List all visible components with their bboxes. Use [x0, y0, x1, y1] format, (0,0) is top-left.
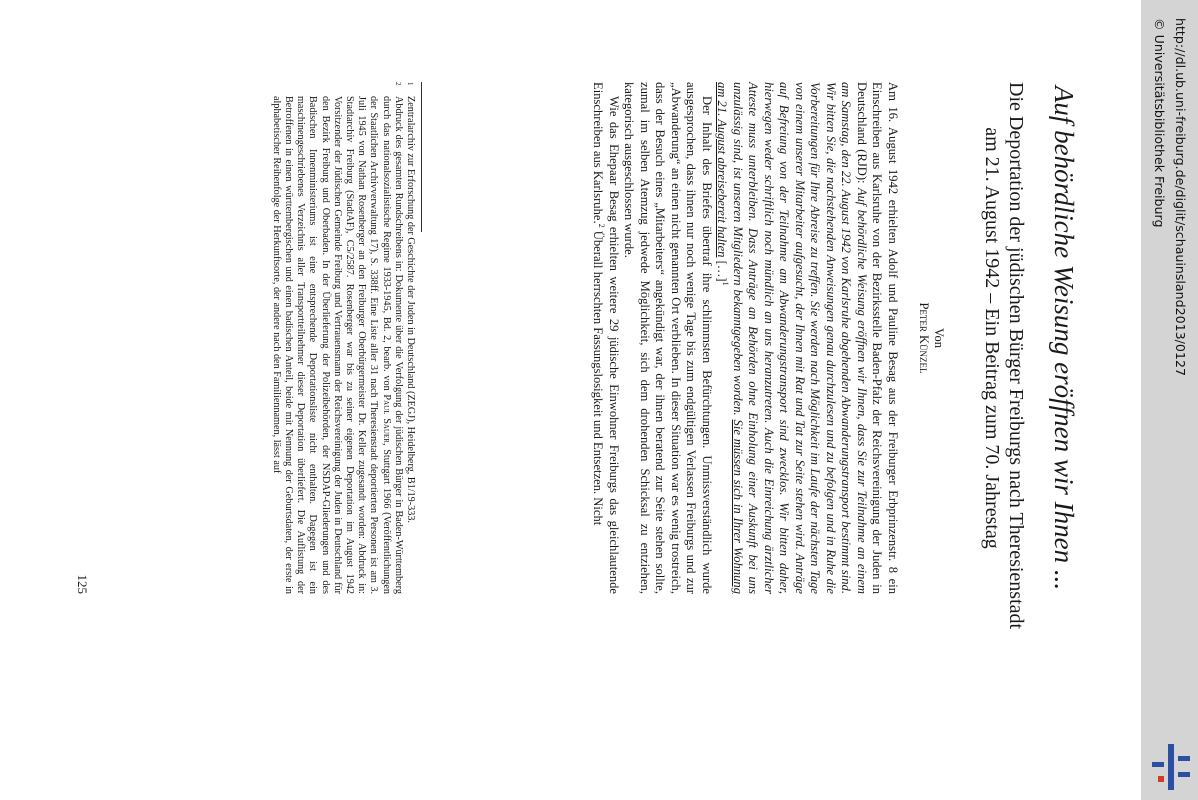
paragraph-3-b: Überall herrschten Fassungslosigkeit und Entsetzen. Nicht	[591, 227, 606, 526]
university-library-logo-icon	[1148, 742, 1194, 792]
paragraph-1-underlined: Sie müssen sich in Ihrer Wohnung am 21. August abreisebereit halten	[715, 82, 745, 594]
footnote-2-number: 2	[393, 82, 402, 86]
article-title-italic: Auf behördliche Weisung eröffnen wir Ihnen ...	[1049, 85, 1079, 591]
article-title-line-1: Die Deportation der jüdischen Bürger Freiburgs nach Theresienstadt	[1005, 82, 1027, 630]
library-sidebar	[1141, 0, 1198, 800]
paragraph-2: Der Inhalt des Briefes übertraf ihre schlimmsten Befürchtungen. Unmissverständlich wurde ausgesprochen, dass ihnen nur noch wenige Tage bis zum endgültigen Verlassen Freiburgs und zur „Abwanderung“ an einen nicht genannten Ort verblieben. In dieser Situation war es wenig trostreich, dass der Besuch eines „Mitarbeiters“ angekündigt war, der ihnen beratend zur Seite stehen sollte, zumal im selben Atemzug jedwede Möglichkeit, sich dem drohenden Schicksal zu entziehen, kategorisch ausgeschlossen wurde.	[622, 82, 714, 594]
byline-von: Von	[932, 328, 946, 348]
library-sidebar-text	[1141, 0, 1198, 800]
page-number: 125	[75, 574, 90, 594]
logo-red-square	[1158, 776, 1164, 782]
paragraph-3-a: Wie das Ehepaar Besag erhielten weitere 29 jüdische Einwohner Freiburgs das gleichlautende Einschreiben aus Karlsruhe.	[591, 82, 621, 594]
paragraph-1-ellipsis: […]	[715, 257, 730, 282]
source-url-link[interactable]: http://dl.ub.uni-freiburg.de/diglit/schauinsland2013/0127	[1173, 18, 1188, 376]
paragraph-3	[590, 82, 621, 594]
footnote-ref-1: 1	[721, 281, 731, 286]
logo-right-bar-1	[1178, 756, 1190, 761]
copyright-notice: © Universitätsbibliothek Freiburg	[1152, 18, 1167, 228]
logo-vertical-bar	[1168, 744, 1174, 790]
footnote-2-author: Paul Sauer	[380, 394, 392, 443]
paragraph-1-quote: Auf behördliche Weisung eröffnen wir Ihnen, dass Sie zur Teilnahme an einem am Samstag, den 22. August 1942 von Karlsruhe abgehenden Abwanderungstransport bestimmt sind. Wir bitten Sie, die nachstehenden Anweisungen genau durchzulesen und zu befolgen und in Ruhe die Vorbereitungen für Ihre Abreise zu treffen. Sie werden nach Möglichkeit im Laufe der nächsten Tage von einem unserer Mitarbeiter aufgesucht, der Ihnen mit Rat und Tat zur Seite stehen wird. Anträge auf Befreiung von der Teilnahme am Abwanderungstransport sind zwecklos. Wir bitten daher, hierwegen weder schriftlich noch mündlich an uns heranzutreten. Auch die Einreichung ärztlicher Atteste muss unterbleiben. Dass Anträge an Behörden ohne Einholung einer Auskunft bei uns unzulässig sind, ist unseren Mitgliedern bekanntgegeben worden.	[731, 82, 869, 595]
byline	[916, 82, 946, 594]
logo-left-bar	[1152, 762, 1164, 767]
footnote-2	[270, 82, 404, 594]
footnotes	[270, 82, 416, 594]
footnote-ref-2: 2	[597, 223, 607, 228]
footnote-1-text: Zentralarchiv zur Erforschung der Geschichte der Juden in Deutschland (ZEGJ), Heidelberg, B1/19-333.	[405, 96, 416, 523]
footnote-2-text-a: Abdruck des gesamten Rundschreibens in: Dokumente über die Verfolgung der jüdischen Bürger in Baden-Württemberg durch das nationalsozialistische Regime 1933-1945, Bd. 2, bearb. von	[380, 96, 404, 594]
paragraph-1-intro: Am 16. August 1942 erhielten Adolf und Pauline Besag aus der Freiburger Erbprinzenstr. 8 ein Einschreiben aus Karlsruhe von der Bezirksstelle Baden-Pfalz der Reichsvereinigung der Juden in Deutschland (RJD):	[855, 82, 900, 594]
article-title	[980, 82, 1028, 630]
article-title-line-2: am 21. August 1942 – Ein Beitrag zum 70. Jahrestag	[981, 127, 1003, 549]
body-text	[590, 82, 900, 594]
footnote-1	[404, 82, 416, 594]
footnote-divider	[421, 82, 422, 232]
paragraph-1	[714, 82, 900, 594]
footnote-1-number: 1	[406, 82, 414, 86]
footnote-2-text-b: , Stuttgart 1966 (Veröffentlichungen der Staatlichen Archivverwaltung 17), S. 338ff. Eine Liste aller 31 nach Theresienstadt deportierten Personen ist am 3. Juli 1945 von Nathan Rosenberger an den Freiburger Oberbürgermeister Dr. Keller zugesandt worden: Abdruck in: Stadtarchiv Freiburg (StadtAF), C5/2587. Rosenberger war bis zu seiner eigenen Deportation im August 1942 Vorsitzender der Jüdischen Gemeinde Freiburg und Vertrauensmann der Reichsvereinigung der Juden in Deutschland für den Bezirk Freiburg und Oberbaden. In der Überlieferung der Polizeibehörden, der NSDAP-Gliederungen und des Badischen Innenministeriums ist eine entsprechende Deportationsliste nicht enthalten. Dagegen ist ein maschinengeschriebenes Verzeichnis aller Transportteilnehmer dieser Deportation überliefert. Die Auflistung der Betroffenen in einen württembergischen und einen badischen Anteil, beide mit Nennung der Geburtsdaten, der erste in alphabetischer Reihenfolge der Herkunftsorte, der andere nach den Familiennamen, lässt auf	[270, 96, 392, 594]
byline-author: Peter Künzel	[917, 302, 931, 374]
logo-right-bar-2	[1178, 772, 1190, 777]
